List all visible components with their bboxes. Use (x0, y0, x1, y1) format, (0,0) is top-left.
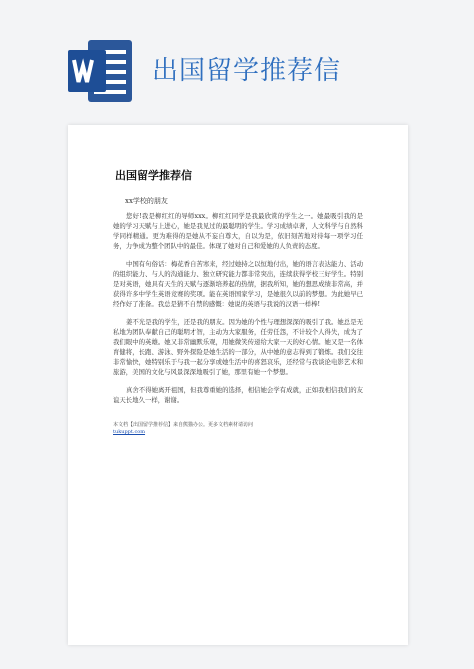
document-title: 出国留学推荐信 (115, 169, 192, 182)
footer-note (113, 422, 363, 436)
footer-link[interactable]: tukuppt.com (113, 429, 146, 435)
footer-note-text: 本文档【出国留学推荐信】来自熊猫办公。更多文档素材请访问 (113, 422, 254, 428)
paragraph: 中国有句俗话：梅花香自苦寒来，经过她持之以恒地付出，她的语言表达能力、活动的组织能力、与人的沟通能力、独立研究能力都非常突出，连续获得学校三好学生。特别是对英语，她具有天生的天赋与逐渐培养起的热情，据我所知，她的想思成绩非常高，并获得许多中学生英语竞赛的奖项。能在英语国家学习，是她很久以前的梦想。为此她早已经作好了准备。我总是猜不自禁的感慨：她说的英语与我说的汉语一样棒! (113, 260, 363, 308)
paragraph: 姜不光是我的学生，还是我的朋友。因为她的个性与理想深深的吸引了我。她总是无私地为团队奉献自己的聪明才智，主动为大家服务，任劳任怨，不计较个人得失，成为了我们眼中的英雄。她又非常幽默乐观，用她微笑传递给大家一天的好心情。她又是一名体育健将，长跑、游泳、野外探险是她生活的一部分，从中她的意志得到了锻炼。我们交往非常愉快，她特别乐于与我一起分享或她生活中的喜怒哀乐，还经常与我谈论电影艺术和旅游，美国的文化与风景深深地吸引了她，那里有她一个梦想。 (113, 318, 363, 376)
preview-header (0, 0, 474, 120)
word-document-icon (66, 36, 136, 106)
header-title: 出国留学推荐信 (152, 56, 342, 86)
paragraph: 真舍不得她离开祖国，但我尊重她的选择，相信她会学有成就，正如我相信我们的友谊天长地久一样，谢谢。 (113, 386, 363, 404)
paragraph: 您好!我是柳红红的导师xxx。柳红红同学是我最欣赏的学生之一。她最吸引我的是她的学习天赋与上进心，她是我见过的最聪明的学生。学习成绩卓著，人文科学与自然科学同样精通。更为难得的是她从不妄自尊大，自以为是，依旧刻苦地对待每一项学习任务，力争成为整个团队中的最佳。体现了她对自己和爱她的人负责的态度。 (113, 212, 363, 250)
letter-body (113, 211, 363, 413)
salutation: xx学校的朋友 (125, 197, 168, 205)
document-page (68, 125, 408, 645)
